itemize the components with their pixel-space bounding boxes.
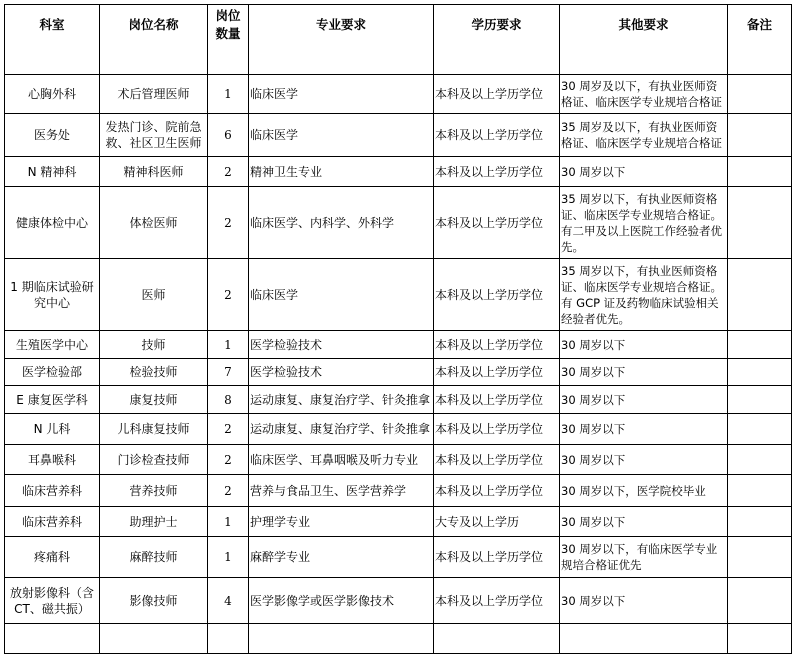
note-cell [728, 475, 792, 507]
other-requirements-cell: 30 周岁以下 [560, 157, 728, 187]
table-row [5, 537, 792, 578]
major-cell: 医学影像学或医学影像技术 [249, 578, 434, 624]
education-cell: 大专及以上学历 [434, 507, 560, 537]
major-cell: 精神卫生专业 [249, 157, 434, 187]
major-cell: 临床医学 [249, 114, 434, 157]
count-cell: 1 [208, 331, 249, 359]
clipped-cell [249, 624, 434, 654]
dept-cell: 健康体检中心 [5, 187, 100, 259]
education-cell: 本科及以上学历学位 [434, 359, 560, 386]
position-cell: 术后管理医师 [100, 75, 208, 114]
recruitment-table [4, 4, 792, 654]
table-row [5, 507, 792, 537]
other-requirements-cell: 30 周岁以下 [560, 386, 728, 414]
dept-cell: 临床营养科 [5, 475, 100, 507]
table-row [5, 578, 792, 624]
clipped-cell [100, 624, 208, 654]
table-row-clipped [5, 624, 792, 654]
other-requirements-cell: 30 周岁以下 [560, 359, 728, 386]
position-cell: 精神科医师 [100, 157, 208, 187]
header-count-line1: 岗位 [215, 8, 241, 23]
note-cell [728, 187, 792, 259]
header-count-line2: 数量 [215, 26, 241, 41]
position-cell: 营养技师 [100, 475, 208, 507]
position-cell: 检验技师 [100, 359, 208, 386]
major-cell: 运动康复、康复治疗学、针灸推拿 [249, 414, 434, 445]
position-cell: 康复技师 [100, 386, 208, 414]
position-cell: 麻醉技师 [100, 537, 208, 578]
clipped-cell [5, 624, 100, 654]
table-row [5, 414, 792, 445]
count-cell: 2 [208, 259, 249, 331]
table-row [5, 331, 792, 359]
dept-cell: 1 期临床试验研究中心 [5, 259, 100, 331]
position-cell: 儿科康复技师 [100, 414, 208, 445]
count-cell: 7 [208, 359, 249, 386]
note-cell [728, 507, 792, 537]
position-cell: 助理护士 [100, 507, 208, 537]
position-cell: 医师 [100, 259, 208, 331]
clipped-cell [208, 624, 249, 654]
note-cell [728, 114, 792, 157]
table-row [5, 445, 792, 475]
dept-cell: 生殖医学中心 [5, 331, 100, 359]
clipped-cell [434, 624, 560, 654]
other-requirements-cell: 30 周岁以下 [560, 445, 728, 475]
other-requirements-cell: 35 周岁以下，有执业医师资格证、临床医学专业规培合格证。有 GCP 证及药物临床试验相关经验者优先。 [560, 259, 728, 331]
other-requirements-cell: 35 周岁及以下，有执业医师资格证、临床医学专业规培合格证 [560, 114, 728, 157]
note-cell [728, 331, 792, 359]
header-note: 备注 [728, 5, 792, 75]
count-cell: 2 [208, 187, 249, 259]
table-row [5, 386, 792, 414]
dept-cell: 心胸外科 [5, 75, 100, 114]
other-requirements-cell: 30 周岁以下 [560, 414, 728, 445]
note-cell [728, 359, 792, 386]
education-cell: 本科及以上学历学位 [434, 157, 560, 187]
other-requirements-cell: 30 周岁以下，有临床医学专业规培合格证优先 [560, 537, 728, 578]
education-cell: 本科及以上学历学位 [434, 114, 560, 157]
major-cell: 临床医学、内科学、外科学 [249, 187, 434, 259]
count-cell: 1 [208, 75, 249, 114]
note-cell [728, 386, 792, 414]
header-other: 其他要求 [560, 5, 728, 75]
dept-cell: N 儿科 [5, 414, 100, 445]
header-row [5, 5, 792, 75]
major-cell: 营养与食品卫生、医学营养学 [249, 475, 434, 507]
count-cell: 2 [208, 475, 249, 507]
count-cell: 8 [208, 386, 249, 414]
major-cell: 麻醉学专业 [249, 537, 434, 578]
dept-cell: N 精神科 [5, 157, 100, 187]
dept-cell: 疼痛科 [5, 537, 100, 578]
education-cell: 本科及以上学历学位 [434, 259, 560, 331]
position-cell: 技师 [100, 331, 208, 359]
major-cell: 医学检验技术 [249, 359, 434, 386]
count-cell: 4 [208, 578, 249, 624]
header-dept: 科室 [5, 5, 100, 75]
header-education: 学历要求 [434, 5, 560, 75]
note-cell [728, 414, 792, 445]
note-cell [728, 445, 792, 475]
dept-cell: 临床营养科 [5, 507, 100, 537]
dept-cell: E 康复医学科 [5, 386, 100, 414]
table-row [5, 475, 792, 507]
education-cell: 本科及以上学历学位 [434, 331, 560, 359]
header-major: 专业要求 [249, 5, 434, 75]
other-requirements-cell: 30 周岁以下 [560, 331, 728, 359]
header-count [208, 5, 249, 75]
count-cell: 1 [208, 537, 249, 578]
note-cell [728, 75, 792, 114]
other-requirements-cell: 30 周岁以下 [560, 507, 728, 537]
count-cell: 2 [208, 445, 249, 475]
table-row [5, 114, 792, 157]
education-cell: 本科及以上学历学位 [434, 475, 560, 507]
education-cell: 本科及以上学历学位 [434, 386, 560, 414]
major-cell: 临床医学 [249, 259, 434, 331]
education-cell: 本科及以上学历学位 [434, 445, 560, 475]
other-requirements-cell: 30 周岁以下 [560, 578, 728, 624]
dept-cell: 放射影像科（含CT、磁共振） [5, 578, 100, 624]
major-cell: 护理学专业 [249, 507, 434, 537]
count-cell: 2 [208, 157, 249, 187]
major-cell: 运动康复、康复治疗学、针灸推拿 [249, 386, 434, 414]
count-cell: 1 [208, 507, 249, 537]
count-cell: 6 [208, 114, 249, 157]
count-cell: 2 [208, 414, 249, 445]
other-requirements-cell: 30 周岁及以下，有执业医师资格证、临床医学专业规培合格证 [560, 75, 728, 114]
other-requirements-cell: 30 周岁以下，医学院校毕业 [560, 475, 728, 507]
dept-cell: 医学检验部 [5, 359, 100, 386]
education-cell: 本科及以上学历学位 [434, 537, 560, 578]
note-cell [728, 259, 792, 331]
table-row [5, 75, 792, 114]
other-requirements-cell: 35 周岁以下，有执业医师资格证、临床医学专业规培合格证。有二甲及以上医院工作经验者优先。 [560, 187, 728, 259]
table-row [5, 359, 792, 386]
header-position: 岗位名称 [100, 5, 208, 75]
position-cell: 影像技师 [100, 578, 208, 624]
dept-cell: 耳鼻喉科 [5, 445, 100, 475]
note-cell [728, 157, 792, 187]
education-cell: 本科及以上学历学位 [434, 578, 560, 624]
education-cell: 本科及以上学历学位 [434, 414, 560, 445]
position-cell: 体检医师 [100, 187, 208, 259]
dept-cell: 医务处 [5, 114, 100, 157]
education-cell: 本科及以上学历学位 [434, 75, 560, 114]
major-cell: 临床医学 [249, 75, 434, 114]
clipped-cell [560, 624, 728, 654]
position-cell: 门诊检查技师 [100, 445, 208, 475]
major-cell: 医学检验技术 [249, 331, 434, 359]
education-cell: 本科及以上学历学位 [434, 187, 560, 259]
table-row [5, 157, 792, 187]
clipped-cell [728, 624, 792, 654]
position-cell: 发热门诊、院前急救、社区卫生医师 [100, 114, 208, 157]
table-row [5, 187, 792, 259]
table-row [5, 259, 792, 331]
major-cell: 临床医学、耳鼻咽喉及听力专业 [249, 445, 434, 475]
note-cell [728, 578, 792, 624]
note-cell [728, 537, 792, 578]
